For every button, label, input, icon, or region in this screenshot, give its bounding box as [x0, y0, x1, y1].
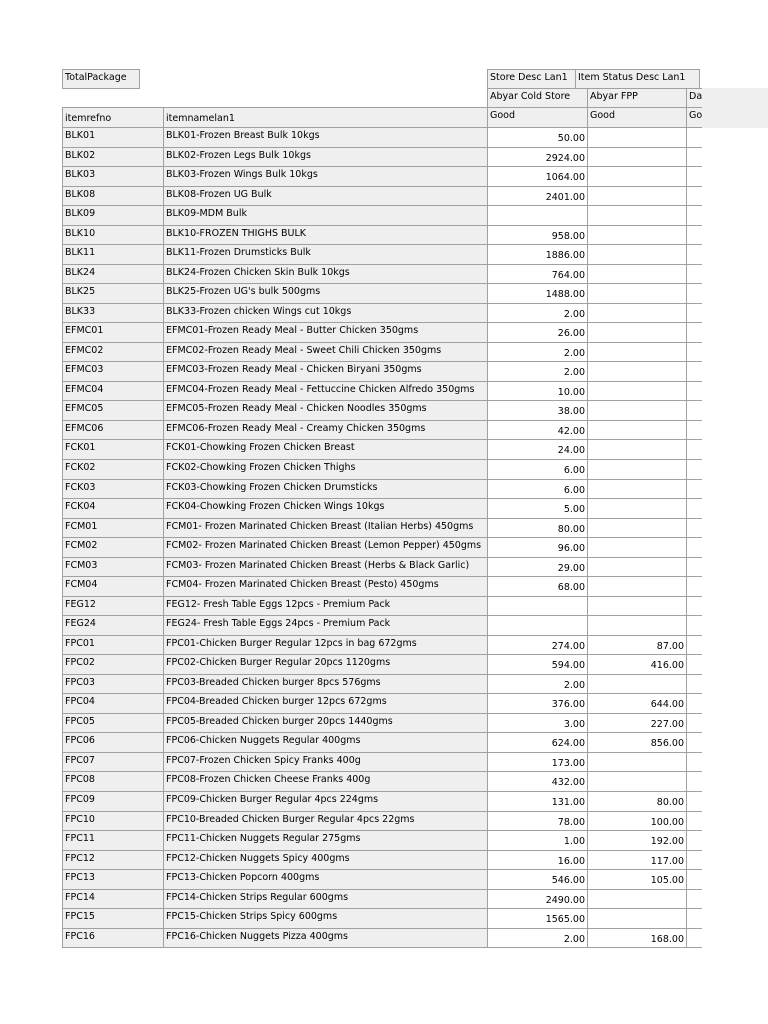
cell-abyar-fpp [587, 186, 687, 206]
cell-abyar-cold-store: 50.00 [487, 127, 588, 148]
cell-abyar-fpp: 192.00 [587, 830, 687, 851]
cell-abyar-cold-store: 3.00 [487, 713, 588, 733]
cell-abyar-cold-store: 10.00 [487, 381, 588, 401]
cell-abyar-cold-store: 1488.00 [487, 283, 588, 304]
cell-itemname: BLK11-Frozen Drumsticks Bulk [163, 244, 488, 265]
cell-abyar-cold-store: 26.00 [487, 322, 588, 343]
cell-partial [686, 713, 702, 733]
column-header-itemname: itemnamelan1 [163, 107, 488, 128]
cell-partial [686, 264, 702, 284]
cell-partial [686, 850, 702, 870]
cell-partial [686, 869, 702, 890]
cell-abyar-cold-store: 274.00 [487, 635, 588, 655]
cell-itemrefno: FPC14 [62, 889, 164, 909]
cell-itemrefno: FPC02 [62, 654, 164, 675]
status-good-2: Good [587, 107, 687, 128]
cell-itemname: FPC16-Chicken Nuggets Pizza 400gms [163, 928, 488, 948]
cell-abyar-fpp [587, 381, 687, 401]
cell-itemname: FCM01- Frozen Marinated Chicken Breast (Italian Herbs) 450gms [163, 518, 488, 538]
cell-itemrefno: FCK01 [62, 439, 164, 460]
cell-itemrefno: EFMC03 [62, 361, 164, 382]
store-partial: Da [686, 88, 702, 108]
cell-itemname: FCK04-Chowking Frozen Chicken Wings 10kgs [163, 498, 488, 519]
cell-itemname: BLK03-Frozen Wings Bulk 10kgs [163, 166, 488, 187]
cell-partial [686, 186, 702, 206]
cell-abyar-cold-store: 2.00 [487, 928, 588, 948]
cell-abyar-fpp [587, 264, 687, 284]
cell-itemrefno: FPC03 [62, 674, 164, 694]
cell-itemrefno: FPC12 [62, 850, 164, 870]
cell-abyar-cold-store: 80.00 [487, 518, 588, 538]
cell-itemrefno: FCM02 [62, 537, 164, 558]
cell-itemrefno: FPC06 [62, 732, 164, 753]
cell-itemrefno: FPC01 [62, 635, 164, 655]
total-package-label: TotalPackage [62, 69, 140, 89]
cell-itemname: BLK09-MDM Bulk [163, 205, 488, 226]
cell-abyar-cold-store: 2.00 [487, 303, 588, 323]
cell-partial [686, 830, 702, 851]
cell-partial [686, 771, 702, 792]
cell-abyar-cold-store: 2924.00 [487, 147, 588, 167]
cell-itemrefno: EFMC05 [62, 400, 164, 421]
cell-itemname: EFMC04-Frozen Ready Meal - Fettuccine Chicken Alfredo 350gms [163, 381, 488, 401]
cell-itemrefno: FCM01 [62, 518, 164, 538]
cell-abyar-fpp: 644.00 [587, 693, 687, 714]
cell-itemname: FPC06-Chicken Nuggets Regular 400gms [163, 732, 488, 753]
cell-partial [686, 498, 702, 519]
cell-abyar-fpp [587, 518, 687, 538]
cell-itemrefno: FCM03 [62, 557, 164, 577]
cell-partial [686, 322, 702, 343]
cell-partial [686, 439, 702, 460]
cell-abyar-cold-store: 173.00 [487, 752, 588, 772]
cell-abyar-cold-store: 376.00 [487, 693, 588, 714]
cell-itemrefno: FEG24 [62, 615, 164, 636]
cell-abyar-fpp: 227.00 [587, 713, 687, 733]
cell-abyar-fpp: 117.00 [587, 850, 687, 870]
cell-partial [686, 654, 702, 675]
cell-partial [686, 576, 702, 597]
cell-partial [686, 459, 702, 480]
cell-abyar-fpp [587, 147, 687, 167]
cell-abyar-cold-store: 2401.00 [487, 186, 588, 206]
cell-abyar-fpp: 100.00 [587, 811, 687, 831]
cell-abyar-cold-store: 546.00 [487, 869, 588, 890]
cell-itemrefno: FPC16 [62, 928, 164, 948]
cell-abyar-cold-store: 594.00 [487, 654, 588, 675]
cell-itemrefno: FPC10 [62, 811, 164, 831]
cell-itemrefno: EFMC06 [62, 420, 164, 440]
cell-itemrefno: BLK24 [62, 264, 164, 284]
cell-abyar-fpp [587, 283, 687, 304]
cell-abyar-fpp [587, 557, 687, 577]
cell-itemname: FCK03-Chowking Frozen Chicken Drumsticks [163, 479, 488, 499]
cell-partial [686, 615, 702, 636]
cell-itemname: FPC15-Chicken Strips Spicy 600gms [163, 908, 488, 929]
cell-abyar-cold-store: 96.00 [487, 537, 588, 558]
cell-partial [686, 400, 702, 421]
cell-itemname: FPC03-Breaded Chicken burger 8pcs 576gms [163, 674, 488, 694]
cell-itemrefno: BLK01 [62, 127, 164, 148]
cell-itemname: FPC07-Frozen Chicken Spicy Franks 400g [163, 752, 488, 772]
cell-abyar-fpp [587, 498, 687, 519]
cell-itemname: EFMC05-Frozen Ready Meal - Chicken Noodles 350gms [163, 400, 488, 421]
cell-partial [686, 244, 702, 265]
cell-itemrefno: FEG12 [62, 596, 164, 616]
cell-abyar-fpp [587, 166, 687, 187]
cell-partial [686, 479, 702, 499]
cell-abyar-fpp [587, 400, 687, 421]
cell-itemname: BLK02-Frozen Legs Bulk 10kgs [163, 147, 488, 167]
cell-partial [686, 518, 702, 538]
column-header-itemrefno: itemrefno [62, 107, 164, 128]
cell-itemrefno: BLK09 [62, 205, 164, 226]
cell-itemrefno: FPC11 [62, 830, 164, 851]
cell-abyar-cold-store: 68.00 [487, 576, 588, 597]
cell-itemname: EFMC02-Frozen Ready Meal - Sweet Chili Chicken 350gms [163, 342, 488, 362]
cell-abyar-cold-store: 24.00 [487, 439, 588, 460]
cell-itemrefno: FCK04 [62, 498, 164, 519]
cell-partial [686, 928, 702, 948]
cell-itemname: FPC11-Chicken Nuggets Regular 275gms [163, 830, 488, 851]
cell-partial [686, 732, 702, 753]
cell-abyar-fpp: 856.00 [587, 732, 687, 753]
status-good-1: Good [487, 107, 588, 128]
cell-itemrefno: BLK25 [62, 283, 164, 304]
status-partial: Go [686, 107, 702, 128]
cell-partial [686, 283, 702, 304]
cell-abyar-fpp [587, 459, 687, 480]
cell-partial [686, 596, 702, 616]
cell-itemrefno: EFMC02 [62, 342, 164, 362]
cell-itemname: FPC12-Chicken Nuggets Spicy 400gms [163, 850, 488, 870]
cell-itemname: EFMC06-Frozen Ready Meal - Creamy Chicken 350gms [163, 420, 488, 440]
cell-partial [686, 635, 702, 655]
cell-itemname: FCK01-Chowking Frozen Chicken Breast [163, 439, 488, 460]
cell-abyar-fpp [587, 674, 687, 694]
cell-abyar-cold-store [487, 596, 588, 616]
cell-abyar-cold-store [487, 615, 588, 636]
cell-itemrefno: FCK03 [62, 479, 164, 499]
cell-partial [686, 693, 702, 714]
cell-itemname: FPC05-Breaded Chicken burger 20pcs 1440gms [163, 713, 488, 733]
store-desc-header: Store Desc Lan1 [487, 69, 576, 89]
cell-abyar-cold-store: 29.00 [487, 557, 588, 577]
cell-abyar-fpp: 168.00 [587, 928, 687, 948]
cell-abyar-fpp [587, 771, 687, 792]
cell-abyar-fpp [587, 908, 687, 929]
cell-abyar-fpp: 105.00 [587, 869, 687, 890]
cell-itemrefno: FPC15 [62, 908, 164, 929]
cell-itemname: FPC01-Chicken Burger Regular 12pcs in bag 672gms [163, 635, 488, 655]
cell-abyar-fpp [587, 596, 687, 616]
store-abyar-cold-store: Abyar Cold Store [487, 88, 588, 108]
cell-abyar-fpp [587, 225, 687, 245]
cell-partial [686, 361, 702, 382]
cell-itemrefno: BLK33 [62, 303, 164, 323]
cell-abyar-fpp: 80.00 [587, 791, 687, 812]
cell-itemrefno: EFMC01 [62, 322, 164, 343]
cell-abyar-fpp [587, 615, 687, 636]
cell-itemrefno: BLK11 [62, 244, 164, 265]
cell-partial [686, 752, 702, 772]
cell-itemname: BLK01-Frozen Breast Bulk 10kgs [163, 127, 488, 148]
cell-abyar-cold-store: 5.00 [487, 498, 588, 519]
cell-abyar-fpp [587, 303, 687, 323]
cell-itemrefno: FCM04 [62, 576, 164, 597]
cell-abyar-fpp [587, 322, 687, 343]
cell-abyar-cold-store: 1064.00 [487, 166, 588, 187]
cell-abyar-fpp [587, 420, 687, 440]
cell-partial [686, 303, 702, 323]
cell-abyar-fpp: 416.00 [587, 654, 687, 675]
cell-itemname: EFMC03-Frozen Ready Meal - Chicken Biryani 350gms [163, 361, 488, 382]
cell-abyar-cold-store: 16.00 [487, 850, 588, 870]
cell-partial [686, 166, 702, 187]
cell-abyar-cold-store: 2490.00 [487, 889, 588, 909]
cell-itemname: FPC02-Chicken Burger Regular 20pcs 1120gms [163, 654, 488, 675]
cell-abyar-cold-store: 2.00 [487, 674, 588, 694]
cell-partial [686, 791, 702, 812]
cell-partial [686, 537, 702, 558]
cell-abyar-cold-store: 764.00 [487, 264, 588, 284]
cell-partial [686, 674, 702, 694]
cell-itemname: BLK08-Frozen UG Bulk [163, 186, 488, 206]
cell-itemname: FPC10-Breaded Chicken Burger Regular 4pcs 22gms [163, 811, 488, 831]
cell-abyar-fpp [587, 537, 687, 558]
cell-itemname: FCK02-Chowking Frozen Chicken Thighs [163, 459, 488, 480]
cell-partial [686, 811, 702, 831]
cell-partial [686, 147, 702, 167]
cell-abyar-fpp [587, 361, 687, 382]
cell-abyar-cold-store: 6.00 [487, 479, 588, 499]
cell-abyar-cold-store: 38.00 [487, 400, 588, 421]
cell-abyar-fpp [587, 342, 687, 362]
cell-abyar-cold-store: 1886.00 [487, 244, 588, 265]
cell-abyar-cold-store: 42.00 [487, 420, 588, 440]
cell-itemname: FCM03- Frozen Marinated Chicken Breast (Herbs & Black Garlic) [163, 557, 488, 577]
cell-partial [686, 342, 702, 362]
cell-partial [686, 205, 702, 226]
cell-partial [686, 381, 702, 401]
cell-partial [686, 908, 702, 929]
cell-abyar-fpp [587, 244, 687, 265]
cell-itemrefno: EFMC04 [62, 381, 164, 401]
cell-itemname: FEG12- Fresh Table Eggs 12pcs - Premium Pack [163, 596, 488, 616]
cell-abyar-fpp: 87.00 [587, 635, 687, 655]
cell-abyar-fpp [587, 205, 687, 226]
cell-itemname: FPC14-Chicken Strips Regular 600gms [163, 889, 488, 909]
item-status-desc-header: Item Status Desc Lan1 [575, 69, 700, 89]
cell-itemrefno: FPC04 [62, 693, 164, 714]
cell-itemname: BLK10-FROZEN THIGHS BULK [163, 225, 488, 245]
cell-itemrefno: BLK03 [62, 166, 164, 187]
store-abyar-fpp: Abyar FPP [587, 88, 687, 108]
cell-abyar-cold-store: 78.00 [487, 811, 588, 831]
cell-abyar-cold-store: 131.00 [487, 791, 588, 812]
cell-itemrefno: FPC08 [62, 771, 164, 792]
cell-itemrefno: FPC13 [62, 869, 164, 890]
cell-abyar-fpp [587, 889, 687, 909]
cell-itemname: FCM02- Frozen Marinated Chicken Breast (Lemon Pepper) 450gms [163, 537, 488, 558]
cell-abyar-fpp [587, 479, 687, 499]
cell-abyar-cold-store: 1.00 [487, 830, 588, 851]
cell-abyar-cold-store: 958.00 [487, 225, 588, 245]
cell-partial [686, 225, 702, 245]
cell-itemname: FPC09-Chicken Burger Regular 4pcs 224gms [163, 791, 488, 812]
cell-itemrefno: FPC09 [62, 791, 164, 812]
cell-itemrefno: BLK10 [62, 225, 164, 245]
cell-itemname: FEG24- Fresh Table Eggs 24pcs - Premium Pack [163, 615, 488, 636]
cell-abyar-cold-store: 2.00 [487, 342, 588, 362]
cell-partial [686, 889, 702, 909]
cell-itemrefno: BLK02 [62, 147, 164, 167]
cell-abyar-cold-store: 2.00 [487, 361, 588, 382]
cell-partial [686, 420, 702, 440]
cell-abyar-fpp [587, 439, 687, 460]
cell-partial [686, 127, 702, 148]
cell-itemname: BLK33-Frozen chicken Wings cut 10kgs [163, 303, 488, 323]
cell-itemrefno: FCK02 [62, 459, 164, 480]
cell-abyar-cold-store: 6.00 [487, 459, 588, 480]
cell-itemname: BLK24-Frozen Chicken Skin Bulk 10kgs [163, 264, 488, 284]
cell-itemname: FPC04-Breaded Chicken burger 12pcs 672gms [163, 693, 488, 714]
cell-abyar-fpp [587, 127, 687, 148]
cell-partial [686, 557, 702, 577]
cell-itemname: FPC13-Chicken Popcorn 400gms [163, 869, 488, 890]
cell-itemname: FCM04- Frozen Marinated Chicken Breast (Pesto) 450gms [163, 576, 488, 597]
cell-abyar-cold-store: 624.00 [487, 732, 588, 753]
cell-itemname: BLK25-Frozen UG's bulk 500gms [163, 283, 488, 304]
cell-itemname: EFMC01-Frozen Ready Meal - Butter Chicken 350gms [163, 322, 488, 343]
cell-itemname: FPC08-Frozen Chicken Cheese Franks 400g [163, 771, 488, 792]
cell-abyar-fpp [587, 576, 687, 597]
cell-abyar-fpp [587, 752, 687, 772]
cell-abyar-cold-store [487, 205, 588, 226]
cell-itemrefno: BLK08 [62, 186, 164, 206]
sheet-overflow-shade [700, 88, 768, 128]
cell-itemrefno: FPC05 [62, 713, 164, 733]
cell-abyar-cold-store: 1565.00 [487, 908, 588, 929]
cell-itemrefno: FPC07 [62, 752, 164, 772]
cell-abyar-cold-store: 432.00 [487, 771, 588, 792]
